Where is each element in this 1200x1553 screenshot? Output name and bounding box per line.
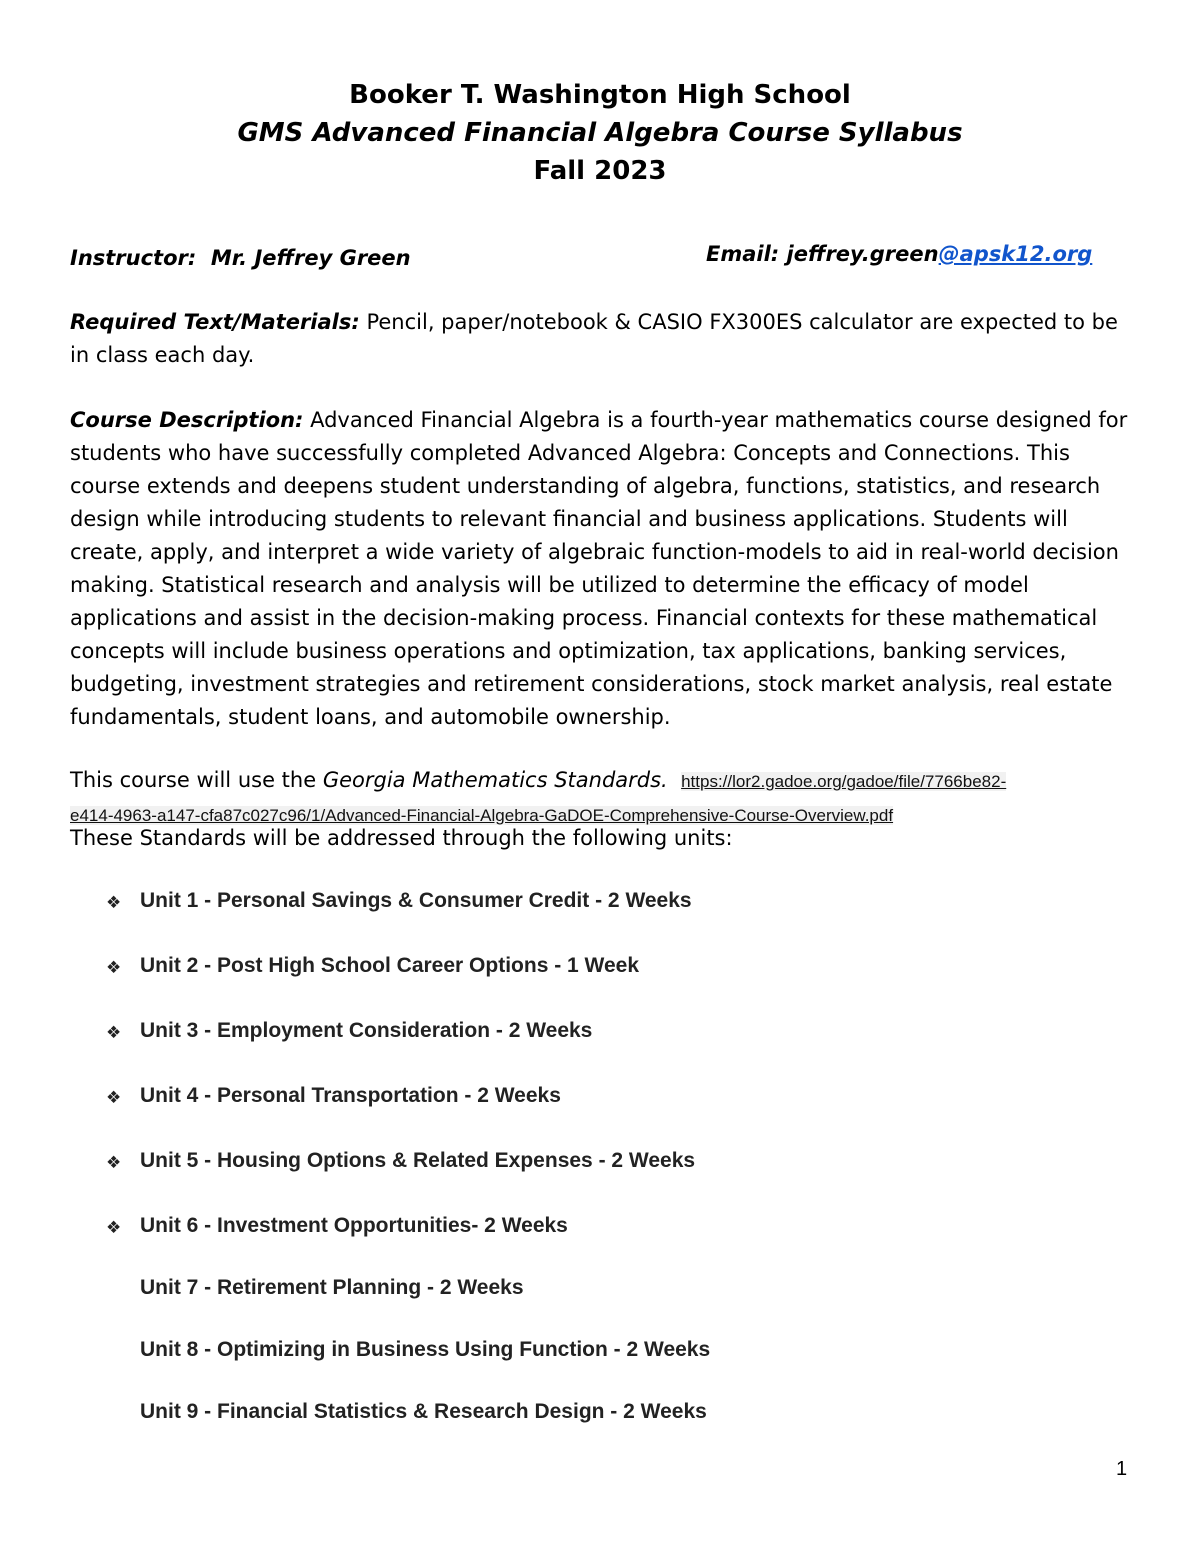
diamond-bullet-icon: ❖ [106,1218,122,1238]
unit-item: Unit 7 - Retirement Planning - 2 Weeks [140,1276,524,1299]
email-link[interactable]: @apsk12.org [938,242,1093,266]
standards-prefix: This course will use the [70,768,323,792]
standards-name: Georgia Mathematics Standards. [322,768,668,792]
materials-text: Pencil, paper/notebook & CASIO FX300ES calculator are expected to be in class each day. [70,310,1118,367]
diamond-bullet-icon: ❖ [106,958,122,978]
unit-item: Unit 1 - Personal Savings & Consumer Credit - 2 Weeks [140,889,692,912]
standards-link-line1[interactable]: https://lor2.gadoe.org/gadoe/file/7766be82- [681,772,1007,791]
email-user: jeffrey.green [786,242,939,266]
diamond-bullet-icon: ❖ [106,1023,122,1043]
email-label: Email: [706,242,780,266]
term: Fall 2023 [533,156,667,186]
instructor-line [70,242,411,275]
description-label: Course Description: [70,408,304,432]
unit-item: Unit 4 - Personal Transportation - 2 Weeks [140,1084,561,1107]
materials-paragraph [70,306,1135,372]
course-title: GMS Advanced Financial Algebra Course Syllabus [237,118,963,148]
unit-item: Unit 3 - Employment Consideration - 2 Weeks [140,1019,593,1042]
unit-item: Unit 2 - Post High School Career Options - 1 Week [140,954,640,977]
page-number: 1 [1116,1458,1128,1480]
description-text: Advanced Financial Algebra is a fourth-year mathematics course designed for students who have successfully completed Advanced Algebra: Concepts and Connections. This course extends and deepens student understanding of algebra, functions, statistics, and research design while introducing students to relevant financial and business applications. Students will create, apply, and interpret a wide variety of algebraic function-models to aid in real-world decision making. Statistical research and analysis will be utilized to determine the efficacy of model applications and assist in the decision-making process. Financial contexts for these mathematical concepts will include business operations and optimization, tax applications, banking services, budgeting, investment strategies and retirement considerations, stock market analysis, real estate fundamentals, student loans, and automobile ownership. [70,408,1128,729]
school-name: Booker T. Washington High School [349,80,851,110]
standards-link-line2[interactable]: e414-4963-a147-cfa87c027c96/1/Advanced-Financial-Algebra-GaDOE-Comprehensive-Course-Overview.pdf [70,806,894,825]
description-paragraph [70,404,1135,734]
units-intro: These Standards will be addressed through the following units: [70,826,733,850]
unit-item: Unit 9 - Financial Statistics & Research Design - 2 Weeks [140,1400,707,1423]
diamond-bullet-icon: ❖ [106,1153,122,1173]
instructor-label: Instructor: [70,246,197,270]
diamond-bullet-icon: ❖ [106,893,122,913]
instructor-name: Mr. Jeffrey Green [210,246,411,270]
unit-item: Unit 6 - Investment Opportunities- 2 Weeks [140,1214,568,1237]
unit-item: Unit 5 - Housing Options & Related Expenses - 2 Weeks [140,1149,696,1172]
unit-item: Unit 8 - Optimizing in Business Using Function - 2 Weeks [140,1338,711,1361]
materials-label: Required Text/Materials: [70,310,360,334]
diamond-bullet-icon: ❖ [106,1088,122,1108]
email-line [706,242,1092,266]
